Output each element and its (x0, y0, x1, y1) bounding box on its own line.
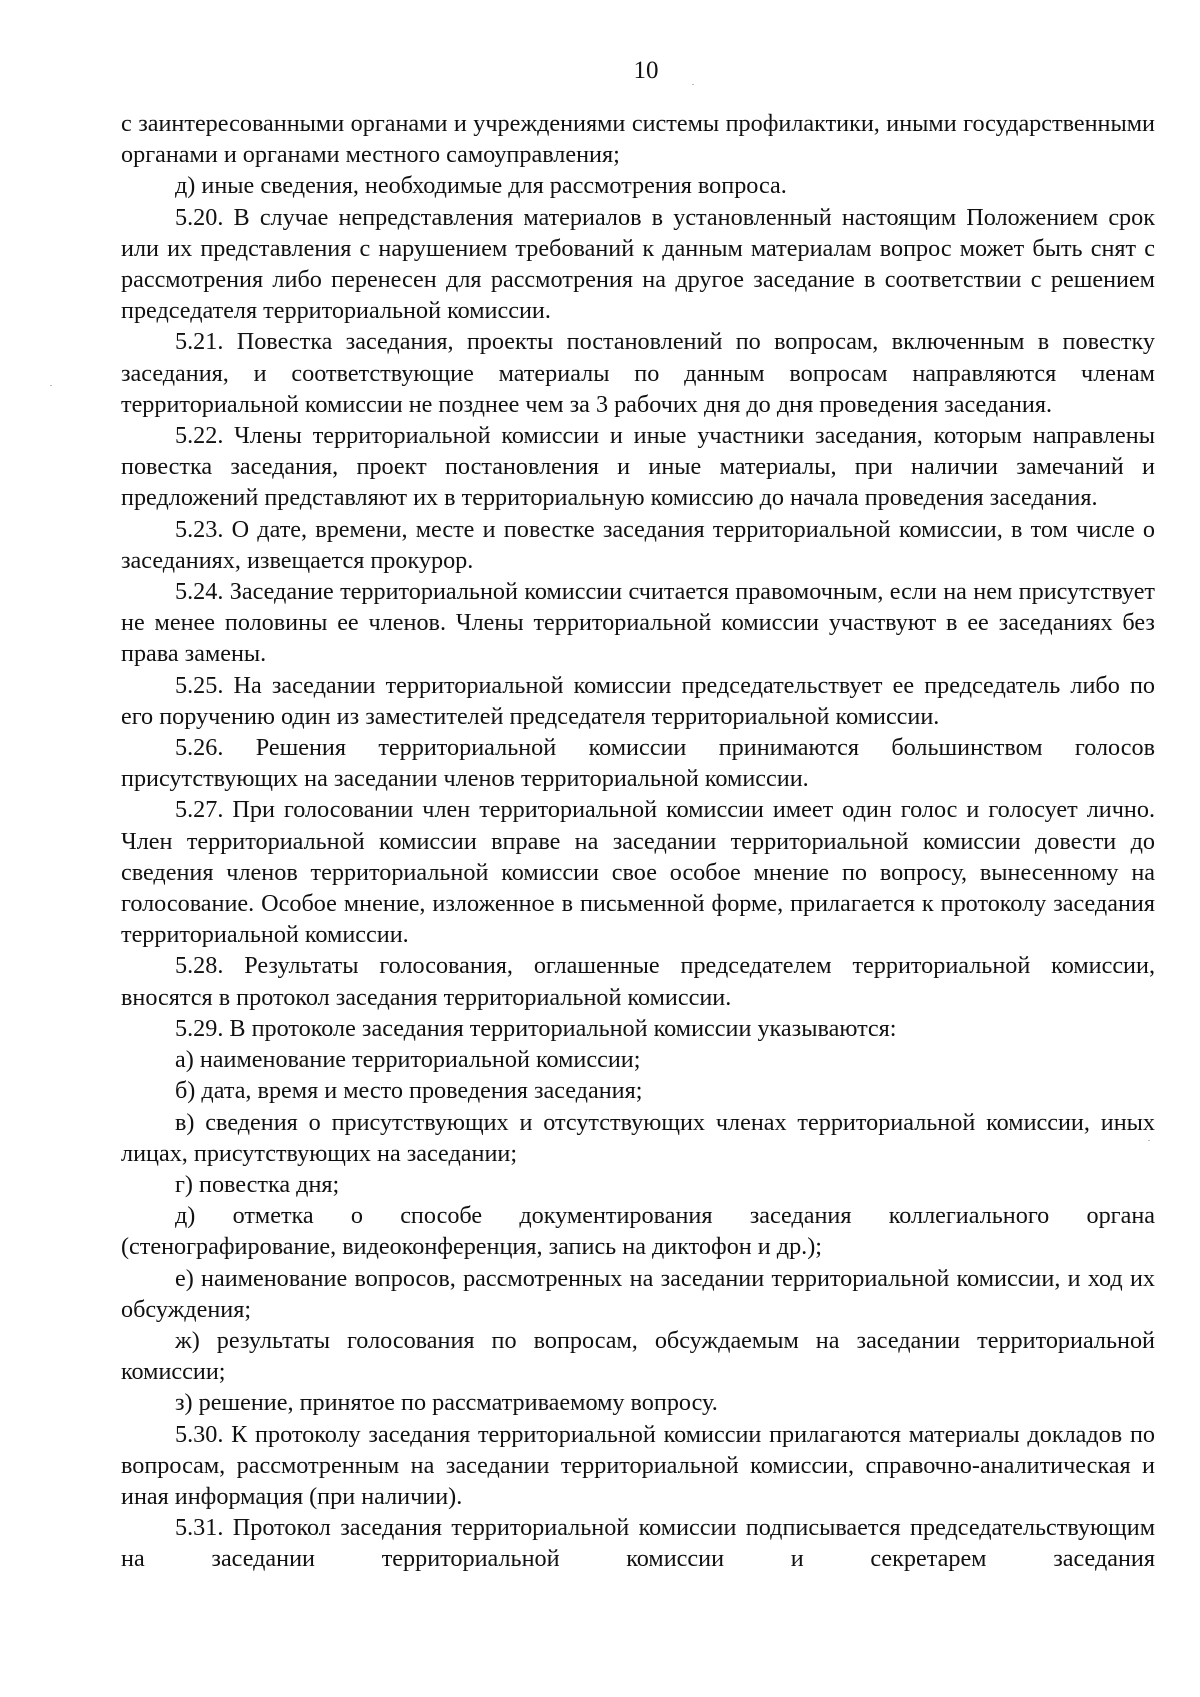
list-item-g: г) повестка дня; (175, 1170, 340, 1198)
scan-speck (50, 385, 52, 386)
list-item-zh: ж) результаты голосования по вопросам, обсуждаемым на заседании территориальной комиссии; (121, 1326, 1155, 1386)
scan-speck (1148, 1140, 1150, 1141)
paragraph-5-28: 5.28. Результаты голосования, оглашенные председателем территориальной комиссии, вносятся в протокол заседания территориальной комиссии. (121, 952, 1155, 1011)
list-item-b: б) дата, время и место проведения заседания; (175, 1077, 643, 1105)
paragraph-5-27: 5.27. При голосовании член территориальной комиссии имеет один голос и голосует лично. Член территориальной комиссии вправе на заседании территориальной комиссии довести до сведения членов территориальной комиссии свое особое мнение по вопросу, вынесенному на голосование. Особое мнение, изложенное в письменной форме, прилагается к протоколу заседания территориальной комиссии. (121, 796, 1155, 949)
list-item-a: а) наименование территориальной комиссии; (175, 1046, 641, 1074)
paragraph-item-d-other-info: д) иные сведения, необходимые для рассмотрения вопроса. (175, 172, 787, 200)
paragraph-5-20: 5.20. В случае непредставления материалов в установленный настоящим Положением срок или их представления с нарушением требований к данным материалам вопрос может быть снят с рассмотрения либо перенесен для рассмотрения на другое заседание в соответствии с решением председателя территориальной комиссии. (121, 203, 1155, 325)
paragraph-5-25: 5.25. На заседании территориальной комиссии председательствует ее председатель либо по его поручению один из заместителей председателя территориальной комиссии. (121, 671, 1155, 730)
paragraph-continuation: с заинтересованными органами и учреждениями системы профилактики, иными государственными органами и органами местного самоуправления; (121, 110, 1155, 169)
scan-speck (692, 84, 694, 85)
document-body (121, 108, 1155, 1575)
paragraph-5-24: 5.24. Заседание территориальной комиссии считается правомочным, если на нем присутствует не менее половины ее членов. Члены территориальной комиссии участвуют в ее заседаниях без права замены. (121, 578, 1155, 668)
paragraph-5-31: 5.31. Протокол заседания территориальной комиссии подписывается председательствующим на заседании территориальной комиссии и секретарем заседания (121, 1514, 1155, 1573)
paragraph-5-26: 5.26. Решения территориальной комиссии принимаются большинством голосов присутствующих на заседании членов территориальной комиссии. (121, 734, 1155, 793)
paragraph-5-30: 5.30. К протоколу заседания территориальной комиссии прилагаются материалы докладов по вопросам, рассмотренным на заседании территориальной комиссии, справочно-аналитическая и иная информация (при наличии). (121, 1420, 1155, 1510)
paragraph-5-22: 5.22. Члены территориальной комиссии и иные участники заседания, которым направлены повестка заседания, проект постановления и иные материалы, при наличии замечаний и предложений представляют их в территориальную комиссию до начала проведения заседания. (121, 422, 1155, 512)
paragraph-5-29: 5.29. В протоколе заседания территориальной комиссии указываются: (175, 1014, 897, 1042)
list-item-v: в) сведения о присутствующих и отсутствующих членах территориальной комиссии, иных лицах, присутствующих на заседании; (121, 1108, 1155, 1167)
paragraph-5-21: 5.21. Повестка заседания, проекты постановлений по вопросам, включенным в повестку заседания, и соответствующие материалы по данным вопросам направляются членам территориальной комиссии не позднее чем за 3 рабочих дня до дня проведения заседания. (121, 328, 1155, 418)
list-item-d: д) отметка о способе документирования заседания коллегиального органа (стенографирование, видеоконференция, запись на диктофон и др.); (121, 1202, 1155, 1261)
list-item-e: е) наименование вопросов, рассмотренных на заседании территориальной комиссии, и ход их обсуждения; (121, 1264, 1155, 1323)
list-item-z: з) решение, принятое по рассматриваемому вопросу. (175, 1389, 718, 1417)
paragraph-5-23: 5.23. О дате, времени, месте и повестке заседания территориальной комиссии, в том числе о заседаниях, извещается прокурор. (121, 515, 1155, 574)
page-number: 10 (633, 57, 659, 84)
